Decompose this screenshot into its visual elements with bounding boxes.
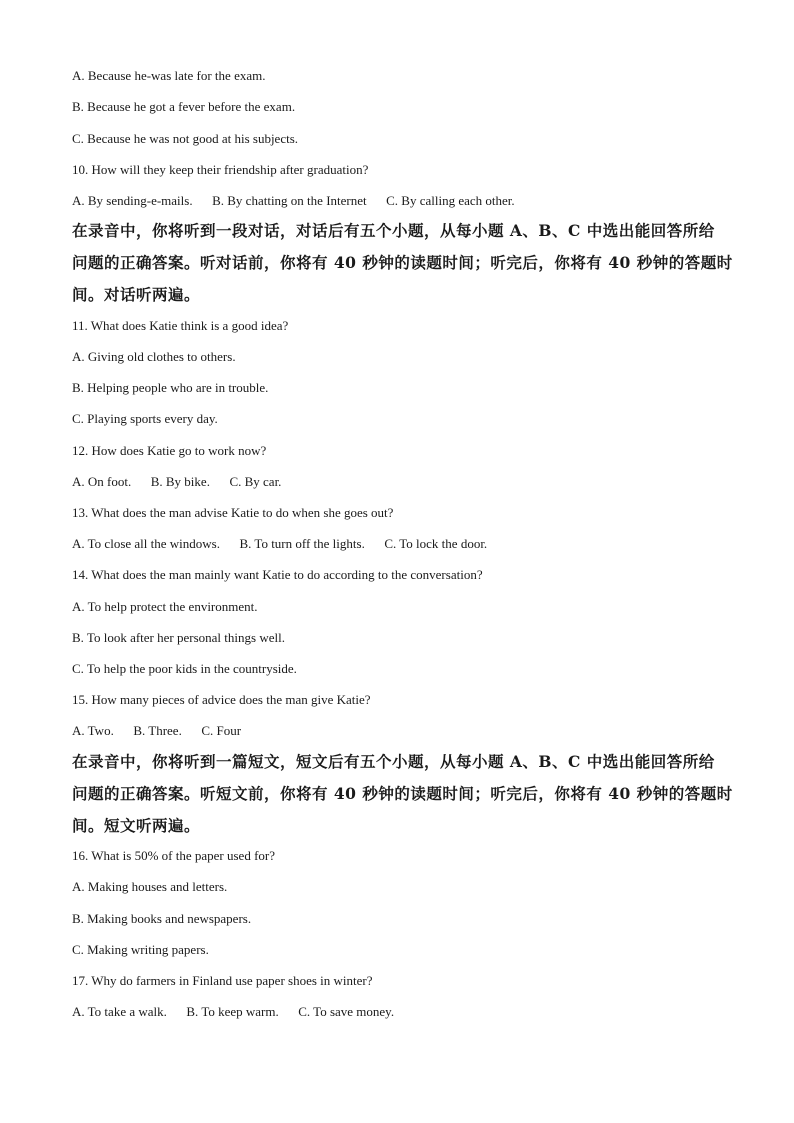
q17-question: 17. Why do farmers in Finland use paper shoes in winter? — [72, 973, 373, 988]
q12-options: A. On foot. B. By bike. C. By car. — [72, 474, 282, 489]
q15-question: 15. How many pieces of advice does the man give Katie? — [72, 692, 371, 707]
section-instruction-dialogue — [72, 215, 733, 311]
q11-option-a: A. Giving old clothes to others. — [72, 349, 236, 364]
instruction-line: 在录音中，你将听到一篇短文，短文后有五个小题，从每小题 A、B、C 中选出能回答所给 — [72, 752, 715, 771]
q16-question: 16. What is 50% of the paper used for? — [72, 848, 276, 863]
instruction-line: 在录音中，你将听到一段对话，对话后有五个小题，从每小题 A、B、C 中选出能回答所给 — [72, 221, 715, 240]
q17-options: A. To take a walk. B. To keep warm. C. To save money. — [72, 1004, 395, 1019]
q11-option-b: B. Helping people who are in trouble. — [72, 380, 269, 395]
q14-option-c: C. To help the poor kids in the countryside. — [72, 661, 297, 676]
q16-option-b: B. Making books and newspapers. — [72, 911, 252, 926]
q12-question: 12. How does Katie go to work now? — [72, 443, 267, 458]
q16-option-a: A. Making houses and letters. — [72, 879, 228, 894]
section-instruction-passage — [72, 746, 733, 842]
q16-option-c: C. Making writing papers. — [72, 942, 209, 957]
q14-option-a: A. To help protect the environment. — [72, 599, 258, 614]
instruction-line: 间。对话听两遍。 — [72, 285, 201, 304]
q13-question: 13. What does the man advise Katie to do when she goes out? — [72, 505, 394, 520]
q15-options: A. Two. B. Three. C. Four — [72, 723, 242, 738]
q10-question: 10. How will they keep their friendship after graduation? — [72, 162, 369, 177]
q9-option-b: B. Because he got a fever before the exam. — [72, 99, 296, 114]
instruction-line: 问题的正确答案。听对话前，你将有 40 秒钟的读题时间；听完后，你将有 40 秒钟的答题时 — [72, 253, 733, 272]
q14-question: 14. What does the man mainly want Katie to do according to the conversation? — [72, 567, 483, 582]
q9-option-c: C. Because he was not good at his subjects. — [72, 131, 299, 146]
q11-option-c: C. Playing sports every day. — [72, 411, 218, 426]
q11-question: 11. What does Katie think is a good idea? — [72, 318, 289, 333]
q13-options: A. To close all the windows. B. To turn off the lights. C. To lock the door. — [72, 536, 488, 551]
q10-options: A. By sending-e-mails. B. By chatting on the Internet C. By calling each other. — [72, 193, 515, 208]
instruction-line: 问题的正确答案。听短文前，你将有 40 秒钟的读题时间；听完后，你将有 40 秒钟的答题时 — [72, 784, 733, 803]
instruction-line: 间。短文听两遍。 — [72, 816, 201, 835]
q14-option-b: B. To look after her personal things well. — [72, 630, 285, 645]
q9-option-a: A. Because he-was late for the exam. — [72, 68, 266, 83]
